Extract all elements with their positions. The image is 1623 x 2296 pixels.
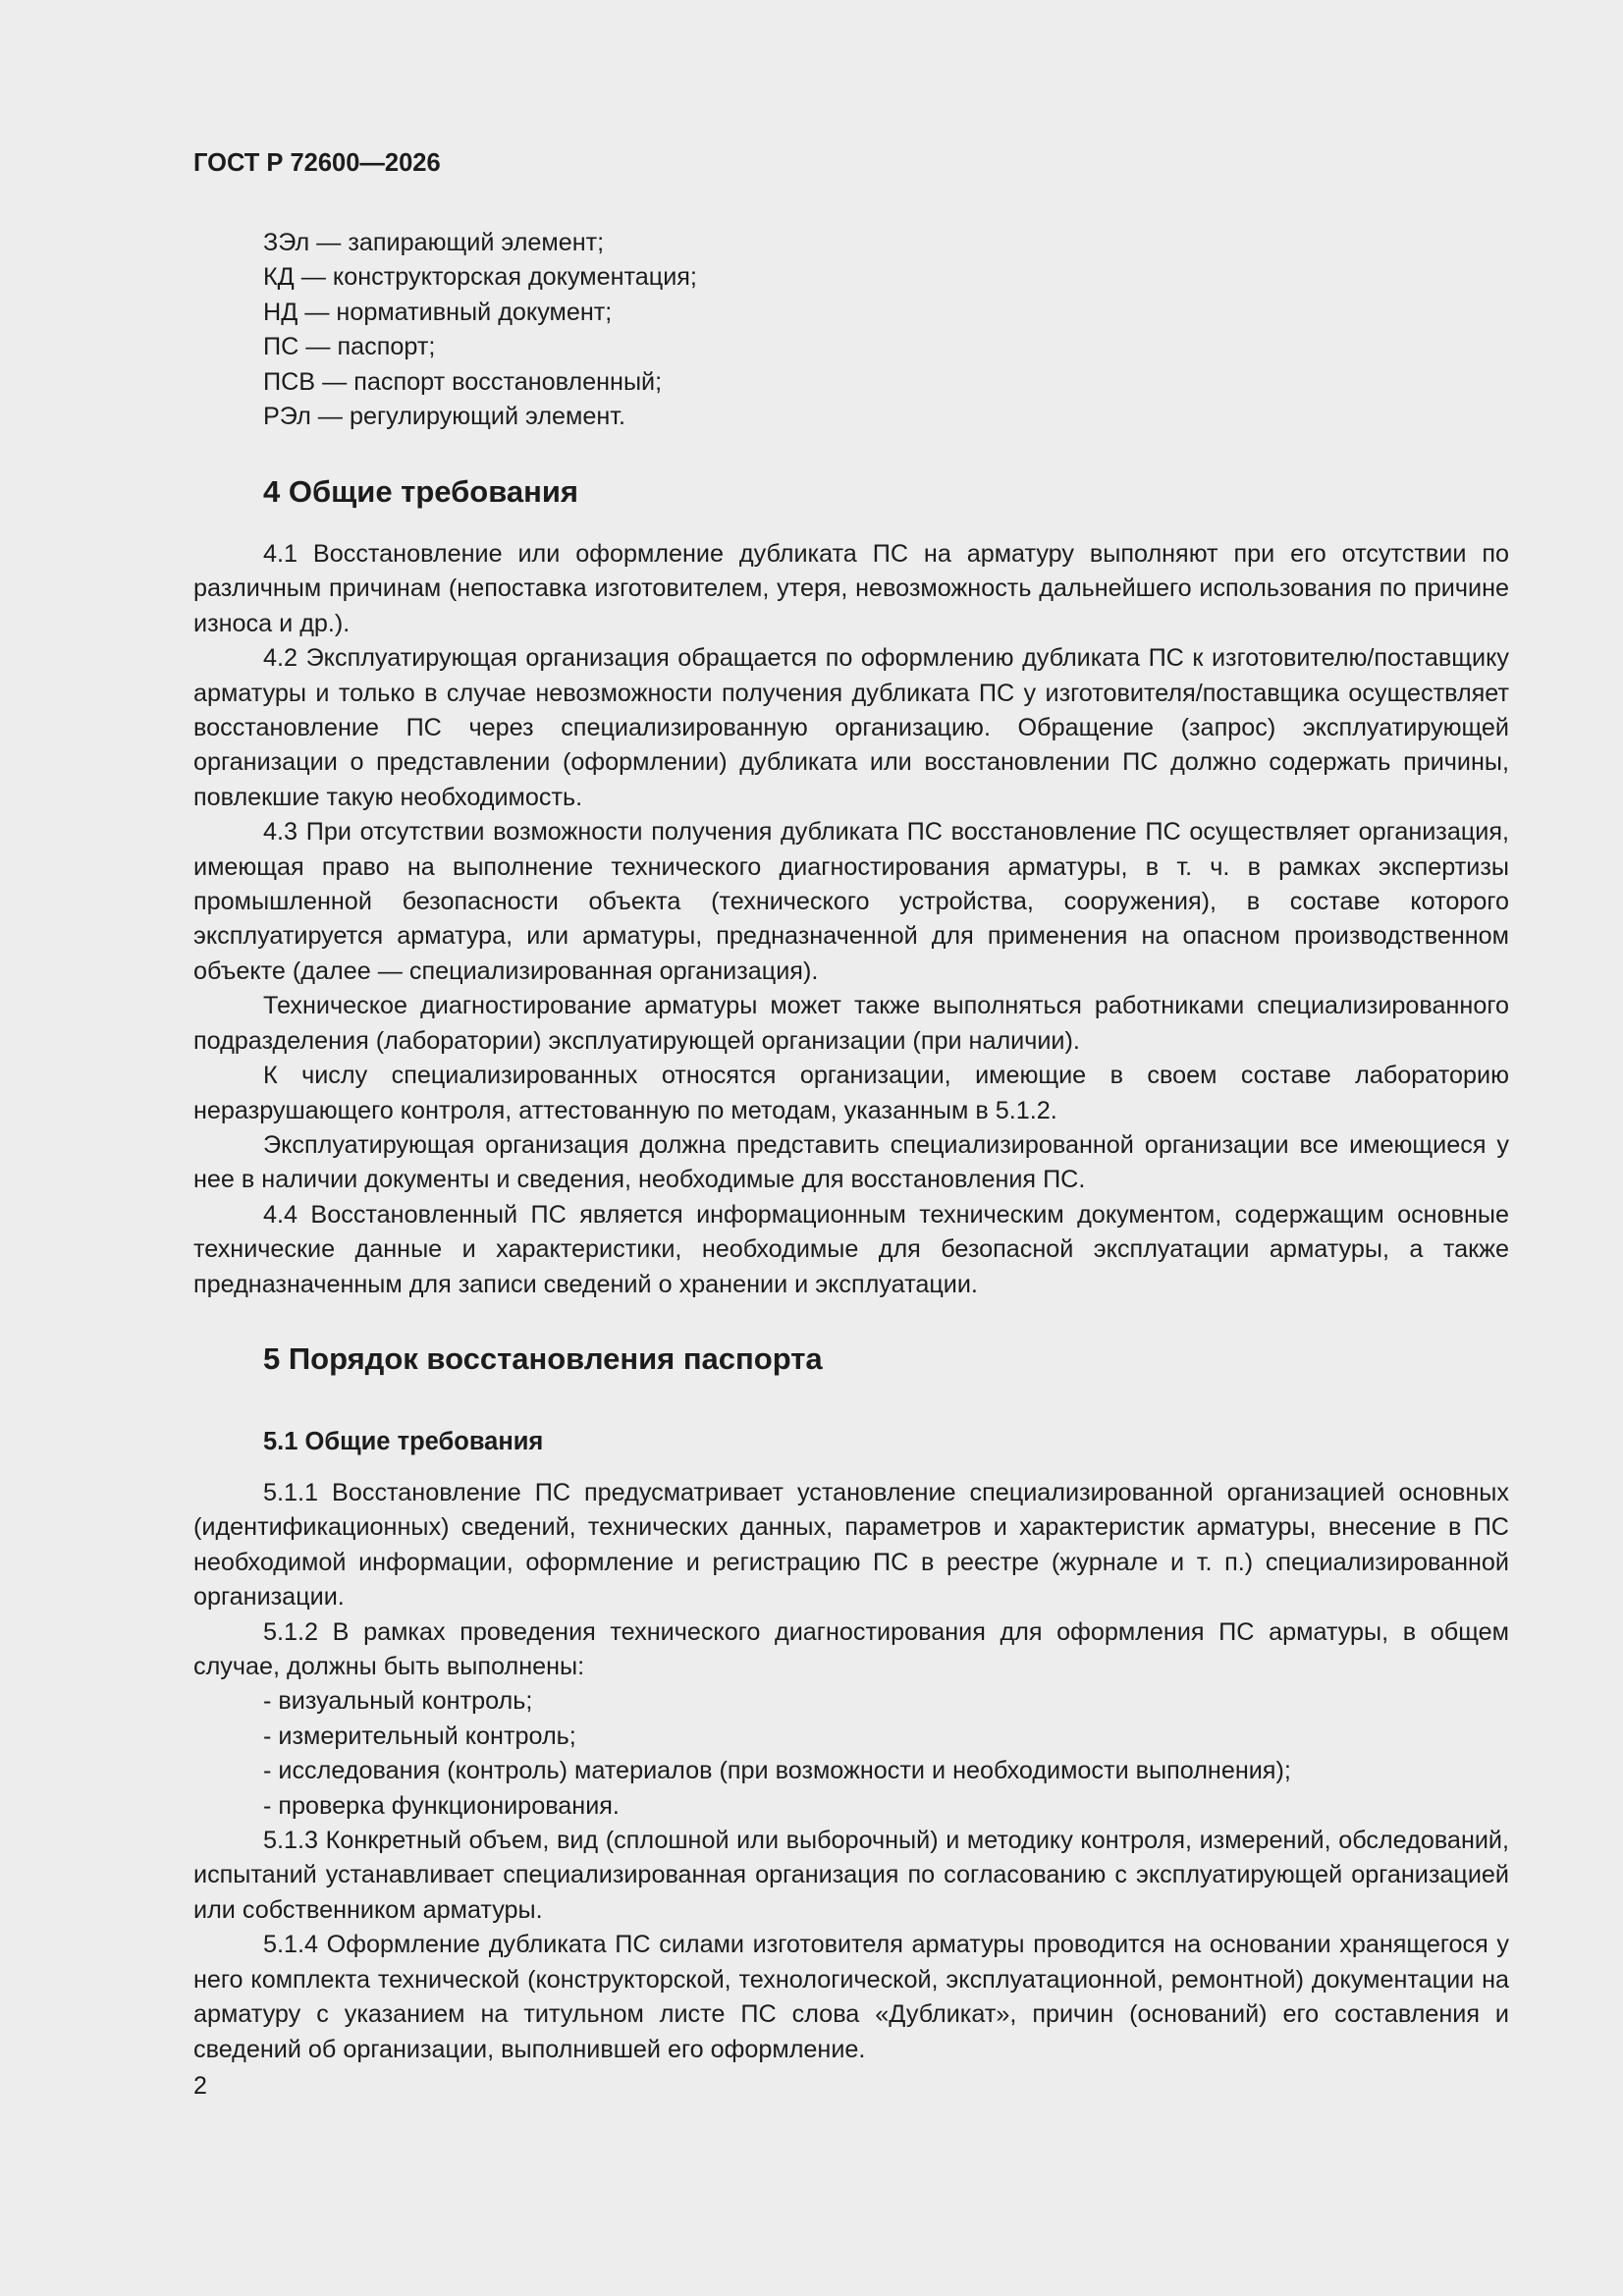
paragraph-4-3: 4.3 При отсутствии возможности получения дубликата ПС восстановление ПС осуществляет организация, имеющая право на выполнение технического диагностирования арматуры, в т. ч. в рамках экспертизы промышленной безопасности объекта (технического устройства, сооружения), в составе которого эксплуатируется арматура, или арматуры, предназначенной для применения на опасном производственном объекте (далее — специализированная организация). [193,818,1509,985]
list-item: - проверка функционирования. [263,1791,620,1820]
paragraph-5-1-3: 5.1.3 Конкретный объем, вид (сплошной или выборочный) и методику контроля, измерений, обследований, испытаний устанавливает специализированная организация по согласованию с эксплуатирующей организацией или собственником арматуры. [193,1827,1509,1924]
list-item: - визуальный контроль; [263,1687,533,1716]
subsection-5-1-title: 5.1 Общие требования [263,1428,544,1455]
paragraph-4-3-specialized: К числу специализированных относятся организации, имеющие в своем составе лабораторию неразрушающего контроля, аттестованную по методам, указанным в 5.1.2. [193,1062,1509,1124]
paragraph-4-1: 4.1 Восстановление или оформление дубликата ПС на арматуру выполняют при его отсутствии по различным причинам (непоставка изготовителем, утеря, невозможность дальнейшего использования по причине износа и др.). [193,540,1509,637]
paragraph-4-4: 4.4 Восстановленный ПС является информационным техническим документом, содержащим основные технические данные и характеристики, необходимые для безопасной эксплуатации арматуры, а также предназначенным для записи сведений о хранении и эксплуатации. [193,1200,1509,1298]
section-5-title: 5 Порядок восстановления паспорта [263,1341,823,1376]
section-4-body [193,537,1509,1302]
page-number: 2 [193,2072,207,2100]
paragraph-5-1-1: 5.1.1 Восстановление ПС предусматривает установление специализированной организацией основных (идентификационных) сведений, технических данных, параметров и характеристик арматуры, внесение в ПС необходимой информации, оформление и регистрацию ПС в реестре (журнале и т. п.) специализированной организации. [193,1479,1509,1612]
abbreviation-item: ПСВ — паспорт восстановленный; [263,367,663,396]
section-4-title: 4 Общие требования [263,474,578,509]
paragraph-4-3-diagnostics: Техническое диагностирование арматуры может также выполняться работниками специализированного подразделения (лаборатории) эксплуатирующей организации (при наличии). [193,992,1509,1055]
paragraph-4-2: 4.2 Эксплуатирующая организация обращается по оформлению дубликата ПС к изготовителю/поставщику арматуры и только в случае невозможности получения дубликата ПС у изготовителя/поставщика осуществляет восстановление ПС через специализированную организацию. Обращение (запрос) эксплуатирующей организации о представлении (оформлении) дубликата или восстановлении ПС должно содержать причины, повлекшие такую необходимость. [193,644,1509,811]
abbreviation-item: ПС — паспорт; [263,333,436,361]
abbreviation-item: РЭл — регулирующий элемент. [263,403,626,431]
paragraph-5-1-4: 5.1.4 Оформление дубликата ПС силами изготовителя арматуры проводится на основании хранящегося у него комплекта технической (конструкторской, технологической, эксплуатационной, ремонтной) документации на арматуру с указанием на титульном листе ПС слова «Дубликат», причин (оснований) его составления и сведений об организации, выполнившей его оформление. [193,1931,1509,2063]
list-item: - измерительный контроль; [263,1722,576,1750]
abbreviation-item: НД — нормативный документ; [263,298,613,326]
section-5-body [193,1476,1509,2067]
paragraph-5-1-2: 5.1.2 В рамках проведения технического диагностирования для оформления ПС арматуры, в общем случае, должны быть выполнены: [193,1617,1509,1681]
paragraph-4-3-documents: Эксплуатирующая организация должна представить специализированной организации все имеющиеся у нее в наличии документы и сведения, необходимые для восстановления ПС. [193,1130,1509,1194]
abbreviation-item: ЗЭл — запирающий элемент; [263,229,605,256]
abbreviations-list [263,226,697,434]
list-item: - исследования (контроль) материалов (при возможности и необходимости выполнения); [263,1757,1291,1785]
document-header: ГОСТ Р 72600—2026 [193,149,441,177]
abbreviation-item: КД — конструкторская документация; [263,263,697,292]
